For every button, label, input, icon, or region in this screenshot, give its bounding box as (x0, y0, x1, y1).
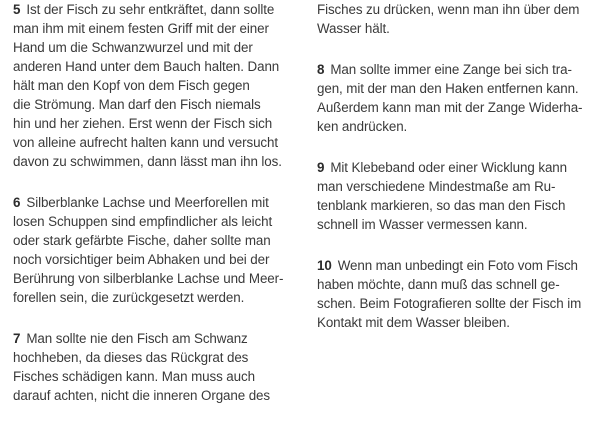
paragraph-gap (317, 234, 601, 256)
item-9-line (317, 158, 601, 177)
paragraph-gap (13, 307, 303, 329)
paragraph-gap (13, 171, 303, 193)
item-10-number: 10 (317, 258, 332, 273)
item-5-line: davon zu schwimmen, dann lässt man ihn los. (13, 154, 282, 169)
item-7 (13, 329, 303, 405)
item-9 (317, 158, 601, 234)
item-6-text: Silberblanke Lachse und Meerforellen mit (26, 195, 269, 210)
item-6-line: forellen sein, die zurückgesetzt werden. (13, 290, 245, 305)
item-5-line: die Strömung. Man darf den Fisch niemals (13, 97, 261, 112)
item-8-line (317, 60, 601, 79)
paragraph-gap (317, 136, 601, 158)
item-5-line (13, 0, 303, 19)
item-7-line: Wasser hält. (317, 21, 390, 36)
item-7-line: darauf achten, nicht die inneren Organe des (13, 388, 270, 403)
item-5-line: man ihm mit einem festen Griff mit der einer (13, 21, 269, 36)
item-10-text: Wenn man unbedingt ein Foto vom Fisch (337, 258, 578, 273)
item-7-text: Man sollte nie den Fisch am Schwanz (26, 331, 248, 346)
paragraph-gap (317, 38, 601, 60)
item-9-line: man verschiedene Mindestmaße am Ru- (317, 179, 556, 194)
item-10-line (317, 256, 601, 275)
item-10 (317, 256, 601, 332)
item-10-line: schen. Beim Fotografieren sollte der Fisch im (317, 296, 582, 311)
item-6-line: losen Schuppen sind empfindlicher als leicht (13, 214, 273, 229)
item-8-text: Man sollte immer eine Zange bei sich tra- (330, 62, 572, 77)
item-6 (13, 193, 303, 307)
item-6-line: Berührung von silberblanke Lachse und Meer- (13, 271, 284, 286)
item-8-line: gen, mit der man den Haken entfernen kann. (317, 81, 579, 96)
item-6-line: noch vorsichtiger beim Abhaken und bei der (13, 252, 270, 267)
item-7-line (13, 329, 303, 348)
item-7-number: 7 (13, 331, 21, 346)
item-7-continued (317, 0, 601, 38)
item-9-line: tenblank markieren, so das man den Fisch (317, 198, 566, 213)
item-7-line: Fisches zu drücken, wenn man ihn über dem (317, 2, 580, 17)
item-5-line: hält man den Kopf von dem Fisch gegen (13, 78, 250, 93)
item-8-line: Außerdem kann man mit der Zange Widerha- (317, 100, 583, 115)
right-column (317, 0, 601, 332)
left-column (13, 0, 303, 405)
item-10-line: haben möchte, dann muß das schnell ge- (317, 277, 560, 292)
item-8-number: 8 (317, 62, 325, 77)
item-5-text: Ist der Fisch zu sehr entkräftet, dann sollte (26, 2, 275, 17)
item-5-line: Hand um die Schwanzwurzel und mit der (13, 40, 253, 55)
item-5-line: von alleine aufrecht halten kann und versucht (13, 135, 278, 150)
item-6-line (13, 193, 303, 212)
item-5-line: hin und her ziehen. Erst wenn der Fisch sich (13, 116, 273, 131)
item-8 (317, 60, 601, 136)
item-10-line: Kontakt mit dem Wasser bleiben. (317, 315, 510, 330)
item-9-line: schnell im Wasser vermessen kann. (317, 217, 528, 232)
item-6-number: 6 (13, 195, 21, 210)
item-9-number: 9 (317, 160, 325, 175)
item-6-line: oder stark gefärbte Fische, daher sollte man (13, 233, 271, 248)
item-7-line: hochheben, da dieses das Rückgrat des (13, 350, 249, 365)
item-7-line: Fisches schädigen kann. Man muss auch (13, 369, 255, 384)
item-5 (13, 0, 303, 171)
item-9-text: Mit Klebeband oder einer Wicklung kann (330, 160, 567, 175)
item-5-line: anderen Hand unter dem Bauch halten. Dann (13, 59, 280, 74)
item-5-number: 5 (13, 2, 21, 17)
item-8-line: ken andrücken. (317, 119, 408, 134)
